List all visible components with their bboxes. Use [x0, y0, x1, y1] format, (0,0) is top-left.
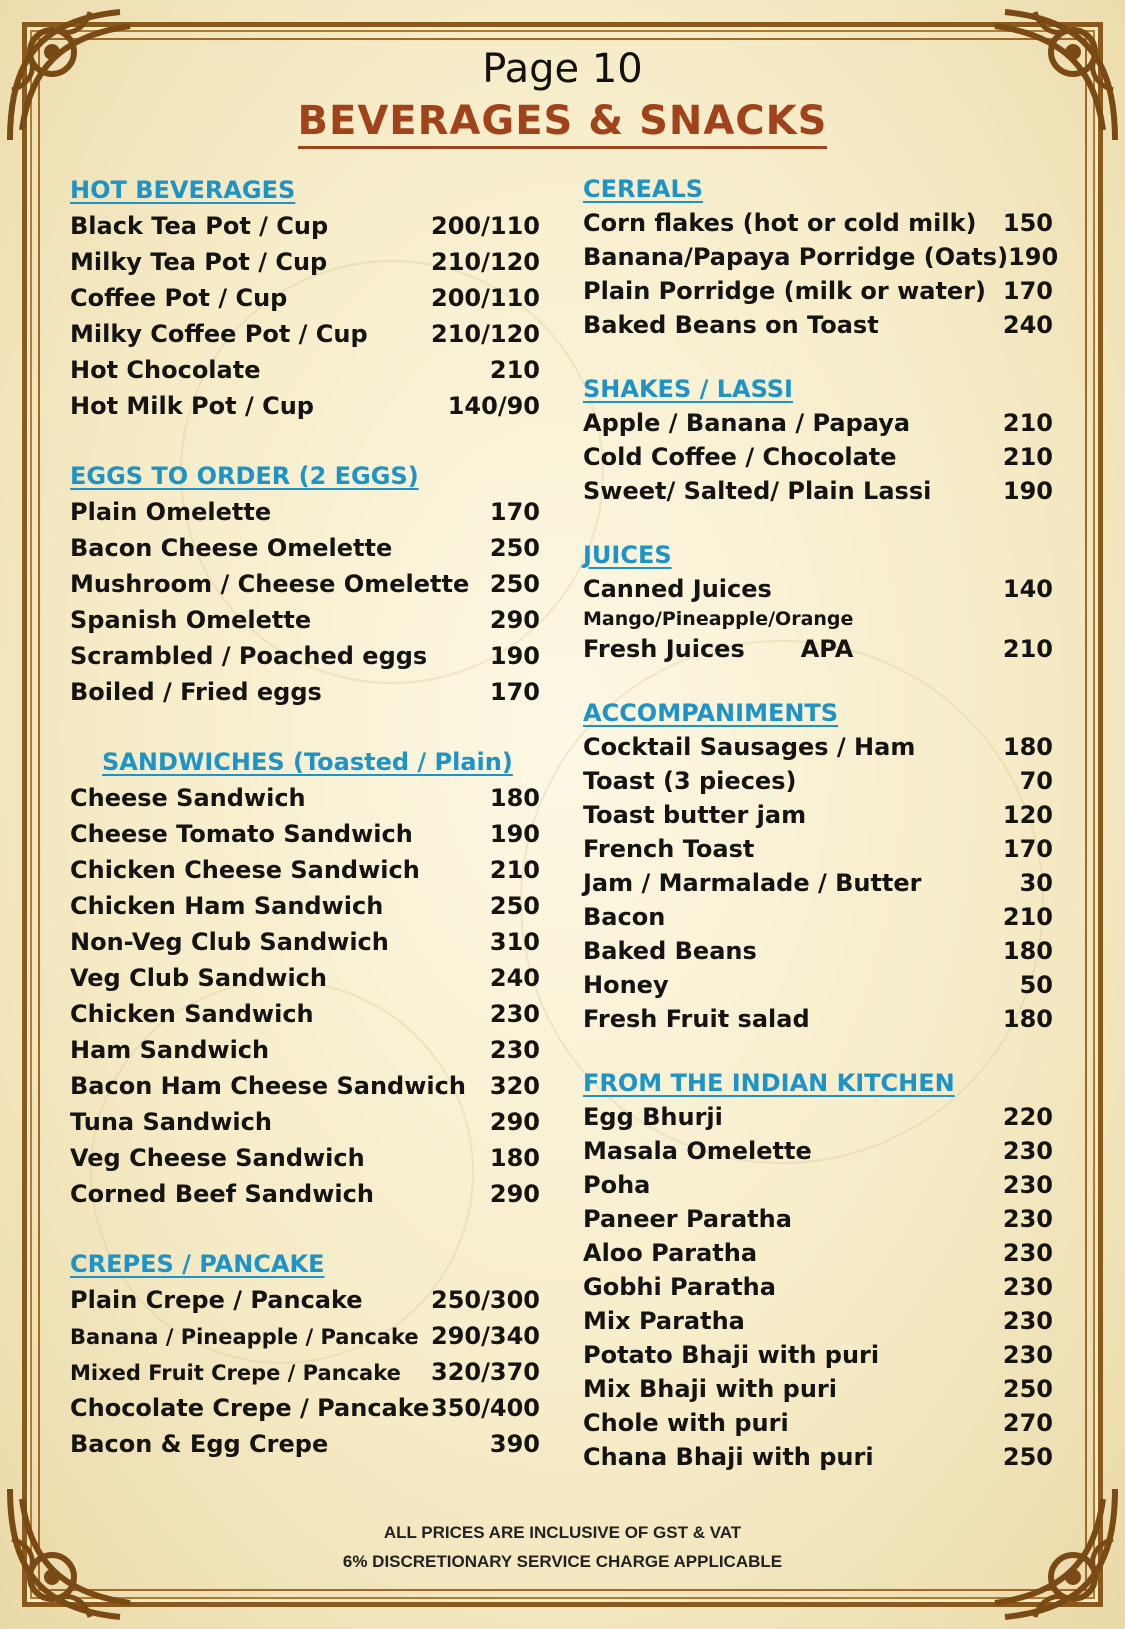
item-name: Chicken Ham Sandwich [70, 892, 384, 920]
menu-item [583, 572, 1053, 606]
item-name: Jam / Marmalade / Butter [583, 869, 922, 897]
menu-item [583, 866, 1053, 900]
item-price: 170 [1002, 277, 1053, 305]
item-price: 390 [489, 1430, 540, 1458]
item-name: Toast (3 pieces) [583, 767, 797, 795]
section-crepes [70, 1246, 540, 1462]
menu-item [70, 244, 540, 280]
item-price: 320/370 [431, 1358, 540, 1386]
page-number: Page 10 [482, 46, 643, 92]
item-name: Tuna Sandwich [70, 1108, 272, 1136]
item-name: Banana/Papaya Porridge (Oats) [583, 243, 1009, 271]
item-name: Masala Omelette [583, 1137, 812, 1165]
item-name: Fresh Fruit salad [583, 1005, 810, 1033]
left-column [70, 172, 540, 1462]
item-price: 320 [489, 1072, 540, 1100]
item-price: 240 [1002, 311, 1053, 339]
footer-service-charge: 6% DISCRETIONARY SERVICE CHARGE APPLICABLE [342, 1552, 783, 1571]
section-title: SHAKES / LASSI [583, 375, 793, 403]
menu-item [583, 1440, 1053, 1474]
item-price: 290/340 [431, 1322, 540, 1350]
section-title: CEREALS [583, 175, 704, 203]
menu-item [583, 934, 1053, 968]
item-name: Non-Veg Club Sandwich [70, 928, 389, 956]
menu-item [70, 1354, 540, 1390]
item-price: 350/400 [431, 1394, 540, 1422]
menu-item [70, 1390, 540, 1426]
menu-item [583, 1002, 1053, 1036]
menu-item [583, 474, 1053, 508]
menu-item [583, 1406, 1053, 1440]
menu-item [70, 530, 540, 566]
item-price: 180 [489, 1144, 540, 1172]
item-name: Chana Bhaji with puri [583, 1443, 874, 1471]
menu-item [70, 1426, 540, 1462]
menu-item [70, 780, 540, 816]
item-name: Chicken Cheese Sandwich [70, 856, 420, 884]
item-name-text: Fresh Juices [583, 635, 745, 663]
item-name: Plain Crepe / Pancake [70, 1286, 363, 1314]
item-price: 50 [1019, 971, 1053, 999]
section-indian-kitchen [583, 1066, 1053, 1474]
menu-item [583, 632, 1053, 666]
item-name: Poha [583, 1171, 651, 1199]
item-price: 250 [1002, 1443, 1053, 1471]
right-column [583, 172, 1059, 1474]
item-price: 230 [489, 1000, 540, 1028]
menu-item [583, 1236, 1053, 1270]
menu-item [70, 316, 540, 352]
apa-label: APA [800, 635, 854, 663]
menu-item [583, 1372, 1053, 1406]
menu-item [583, 968, 1053, 1002]
menu-item [70, 996, 540, 1032]
menu-item [583, 1202, 1053, 1236]
item-price: 140/90 [447, 392, 540, 420]
item-name: Cheese Sandwich [70, 784, 306, 812]
menu-item [70, 1140, 540, 1176]
page-title [0, 98, 1125, 144]
item-name: Boiled / Fried eggs [70, 678, 322, 706]
menu-item [70, 852, 540, 888]
menu-item [70, 960, 540, 996]
item-price: 210 [1002, 903, 1053, 931]
item-price: 290 [489, 606, 540, 634]
item-price: 30 [1019, 869, 1053, 897]
menu-item [70, 816, 540, 852]
item-note: Mango/Pineapple/Orange [583, 608, 854, 630]
item-price: 200/110 [431, 284, 540, 312]
item-price: 180 [1002, 937, 1053, 965]
item-name: Toast butter jam [583, 801, 807, 829]
item-price: 210/120 [431, 320, 540, 348]
item-name: Cheese Tomato Sandwich [70, 820, 413, 848]
item-price: 200/110 [431, 212, 540, 240]
menu-item [70, 674, 540, 710]
menu-item [70, 1282, 540, 1318]
section-title: JUICES [583, 541, 672, 569]
item-price: 180 [489, 784, 540, 812]
section-cereals [583, 172, 1059, 342]
item-name: Potato Bhaji with puri [583, 1341, 880, 1369]
menu-item [70, 924, 540, 960]
item-name [583, 632, 853, 666]
item-name: Bacon Cheese Omelette [70, 534, 393, 562]
menu-item [70, 602, 540, 638]
item-price: 230 [1002, 1273, 1053, 1301]
item-price: 220 [1002, 1103, 1053, 1131]
section-accompaniments [583, 696, 1053, 1036]
item-price: 180 [1002, 1005, 1053, 1033]
item-price: 190 [1002, 477, 1053, 505]
item-name: Gobhi Paratha [583, 1273, 776, 1301]
item-price: 190 [489, 820, 540, 848]
item-price: 230 [1002, 1239, 1053, 1267]
item-price: 190 [489, 642, 540, 670]
item-name: French Toast [583, 835, 755, 863]
item-price: 210 [1002, 635, 1053, 663]
menu-item [583, 1304, 1053, 1338]
section-sandwiches [70, 744, 540, 1212]
item-name: Cold Coffee / Chocolate [583, 443, 897, 471]
menu-item [583, 1338, 1053, 1372]
item-name: Mix Bhaji with puri [583, 1375, 837, 1403]
item-price: 210 [1002, 443, 1053, 471]
section-eggs [70, 458, 540, 710]
menu-item [583, 832, 1053, 866]
item-name: Chicken Sandwich [70, 1000, 314, 1028]
menu-item [70, 1176, 540, 1212]
menu-item [583, 240, 1059, 274]
item-name: Bacon [583, 903, 666, 931]
item-name: Egg Bhurji [583, 1103, 723, 1131]
section-title: SANDWICHES (Toasted / Plain) [102, 748, 513, 776]
item-price: 230 [1002, 1171, 1053, 1199]
item-price: 230 [1002, 1341, 1053, 1369]
menu-item [583, 1100, 1053, 1134]
item-name: Hot Milk Pot / Cup [70, 392, 314, 420]
menu-item [583, 274, 1053, 308]
item-name: Hot Chocolate [70, 356, 261, 384]
footer-tax-note: ALL PRICES ARE INCLUSIVE OF GST & VAT [383, 1523, 742, 1542]
menu-item [70, 388, 540, 424]
item-price: 230 [1002, 1307, 1053, 1335]
item-price: 170 [489, 498, 540, 526]
item-name: Corn flakes (hot or cold milk) [583, 209, 977, 237]
item-name: Mix Paratha [583, 1307, 745, 1335]
page-title-text: BEVERAGES & SNACKS [298, 98, 828, 149]
item-name: Aloo Paratha [583, 1239, 758, 1267]
item-price: 70 [1019, 767, 1053, 795]
item-name: Paneer Paratha [583, 1205, 792, 1233]
item-name: Baked Beans [583, 937, 757, 965]
item-price: 190 [1008, 243, 1059, 271]
menu-item [583, 1168, 1053, 1202]
item-price: 270 [1002, 1409, 1053, 1437]
menu-item [70, 566, 540, 602]
item-price: 180 [1002, 733, 1053, 761]
item-name: Sweet/ Salted/ Plain Lassi [583, 477, 932, 505]
item-price: 170 [489, 678, 540, 706]
item-price: 250 [489, 892, 540, 920]
menu-item [70, 1318, 540, 1354]
item-name: Mixed Fruit Crepe / Pancake [70, 1361, 401, 1385]
menu-item [70, 352, 540, 388]
section-title: CREPES / PANCAKE [70, 1250, 325, 1278]
item-name: Apple / Banana / Papaya [583, 409, 911, 437]
section-hot-beverages [70, 172, 540, 424]
menu-item [70, 1032, 540, 1068]
item-price: 140 [1002, 575, 1053, 603]
item-price: 170 [1002, 835, 1053, 863]
menu-item [70, 494, 540, 530]
item-name: Veg Club Sandwich [70, 964, 327, 992]
item-price: 250 [1002, 1375, 1053, 1403]
item-price: 240 [489, 964, 540, 992]
item-price: 230 [489, 1036, 540, 1064]
item-price: 120 [1002, 801, 1053, 829]
item-name: Baked Beans on Toast [583, 311, 879, 339]
item-price: 250/300 [431, 1286, 540, 1314]
section-title: EGGS TO ORDER (2 EGGS) [70, 462, 419, 490]
menu-item [583, 798, 1053, 832]
menu-item [583, 406, 1053, 440]
item-name: Corned Beef Sandwich [70, 1180, 374, 1208]
menu-item [70, 638, 540, 674]
menu-item [70, 1068, 540, 1104]
section-shakes [583, 372, 1053, 508]
item-price: 210 [1002, 409, 1053, 437]
item-price: 210 [489, 856, 540, 884]
item-name: Milky Coffee Pot / Cup [70, 320, 368, 348]
menu-item [583, 440, 1053, 474]
item-name: Plain Porridge (milk or water) [583, 277, 986, 305]
menu-item [583, 1134, 1053, 1168]
item-name: Banana / Pineapple / Pancake [70, 1325, 419, 1349]
section-title: FROM THE INDIAN KITCHEN [583, 1069, 955, 1097]
item-name: Ham Sandwich [70, 1036, 270, 1064]
item-name: Chocolate Crepe / Pancake [70, 1394, 430, 1422]
item-name: Scrambled / Poached eggs [70, 642, 428, 670]
item-name: Mushroom / Cheese Omelette [70, 570, 470, 598]
section-juices [583, 538, 1053, 666]
item-price: 310 [489, 928, 540, 956]
section-title: HOT BEVERAGES [70, 176, 296, 204]
item-name: Plain Omelette [70, 498, 272, 526]
item-name: Spanish Omelette [70, 606, 312, 634]
menu-item [583, 206, 1053, 240]
menu-item [70, 888, 540, 924]
item-price: 250 [489, 570, 540, 598]
item-name: Cocktail Sausages / Ham [583, 733, 916, 761]
menu-item [583, 308, 1053, 342]
menu-item [583, 900, 1053, 934]
item-name: Milky Tea Pot / Cup [70, 248, 328, 276]
menu-item [70, 208, 540, 244]
menu-item [583, 730, 1053, 764]
item-price: 210 [489, 356, 540, 384]
item-price: 210/120 [431, 248, 540, 276]
item-price: 230 [1002, 1205, 1053, 1233]
item-name: Honey [583, 971, 669, 999]
item-name: Canned Juices [583, 575, 772, 603]
menu-item [70, 1104, 540, 1140]
item-name: Black Tea Pot / Cup [70, 212, 329, 240]
item-price: 150 [1002, 209, 1053, 237]
menu-item [70, 280, 540, 316]
item-name: Bacon Ham Cheese Sandwich [70, 1072, 466, 1100]
item-name: Veg Cheese Sandwich [70, 1144, 365, 1172]
item-price: 290 [489, 1108, 540, 1136]
item-name: Bacon & Egg Crepe [70, 1430, 329, 1458]
item-price: 290 [489, 1180, 540, 1208]
section-title: ACCOMPANIMENTS [583, 699, 839, 727]
item-price: 230 [1002, 1137, 1053, 1165]
item-price: 250 [489, 534, 540, 562]
menu-item [583, 764, 1053, 798]
item-name: Coffee Pot / Cup [70, 284, 288, 312]
menu-item [583, 1270, 1053, 1304]
item-name: Chole with puri [583, 1409, 789, 1437]
